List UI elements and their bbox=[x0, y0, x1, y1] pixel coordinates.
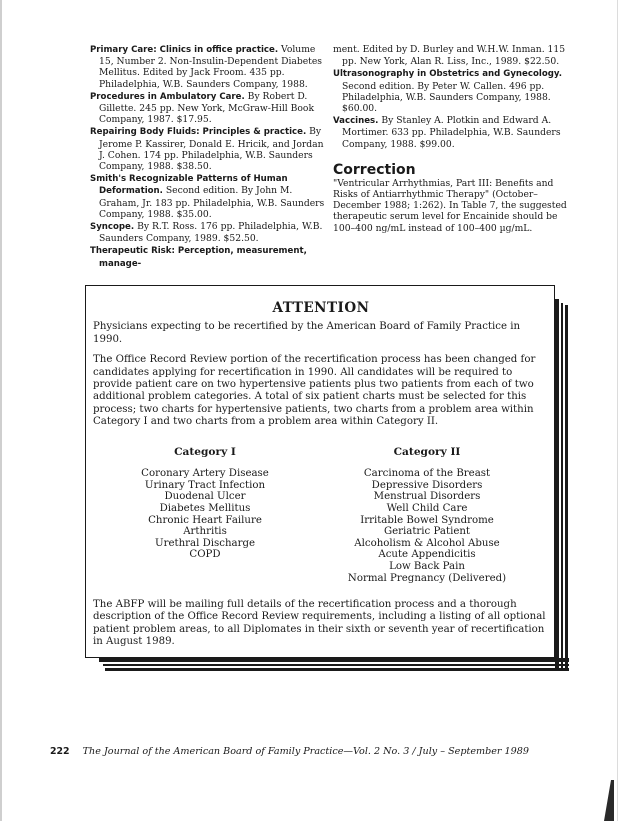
page-number: 222 bbox=[50, 746, 70, 757]
list-item: Low Back Pain bbox=[389, 561, 465, 572]
book-entry-continued bbox=[333, 44, 568, 67]
book-title: Procedures in Ambulatory Care. bbox=[90, 91, 245, 102]
list-item: Chronic Heart Failure bbox=[148, 514, 262, 526]
book-details: Volume 15, Number 2. Non-Insulin-Dependent Diabetes Mellitus. Edited by Jack Froom. 435 pp. Philadelphia, W.B. Saunders Company, 1988. bbox=[99, 44, 323, 90]
list-item: COPD bbox=[189, 549, 221, 561]
list-item: Alcoholism & Alcohol Abuse bbox=[354, 537, 500, 549]
book-details: Second edition. By John M. Graham, Jr. 183 pp. Philadelphia, W.B. Saunders Company, 1988. $35.00. bbox=[99, 185, 325, 220]
list-item: Urinary Tract Infection bbox=[144, 479, 266, 491]
box-shadow-bar-bottom bbox=[103, 664, 569, 666]
journal-citation: The Journal of the American Board of Family Practice—Vol. 2 No. 3 / July – September 1989 bbox=[82, 746, 529, 757]
book-entry bbox=[90, 221, 328, 244]
book-entry bbox=[333, 68, 568, 114]
book-entry bbox=[90, 173, 328, 220]
list-item: Urethral Discharge bbox=[155, 537, 255, 549]
box-shadow-bar-bottom bbox=[99, 658, 569, 662]
book-details: ment. Edited by D. Burley and W.H.W. Inman. 115 pp. New York, Alan R. Liss, Inc., 1989. $22.50. bbox=[333, 44, 566, 68]
list-item: Diabetes Mellitus bbox=[159, 503, 251, 515]
box-shadow-bar-right bbox=[555, 299, 559, 671]
box-shadow-bar-bottom bbox=[105, 668, 569, 671]
books-received-right-column bbox=[333, 44, 568, 234]
attention-box-inner bbox=[85, 285, 555, 658]
book-details: By Jerome P. Kassirer, Donald E. Hricik, and Jordan J. Cohen. 174 pp. Philadelphia, W.B. Saunders Company, 1988. $38.50. bbox=[99, 126, 324, 173]
attention-final-paragraph: The ABFP will be mailing full details of the recertification process and a thorough description of the Office Record Review requirements, including a listing of all optional patient problem areas, to all Diplomates in their sixth or seventh year of recertification in August 1989. bbox=[93, 599, 546, 648]
attention-title: ATTENTION bbox=[272, 300, 370, 316]
categories bbox=[93, 447, 549, 599]
attention-notice-box bbox=[85, 285, 569, 671]
attention-paragraph: The Office Record Review portion of the recertification process has been changed for candidates applying for recertification in 1990. All candidates will be required to provide patient care on two hypertensive patients plus two patients from each of two additional problem categories. A total of six patient charts must be selected for this process; two charts for hypertensive patients, two charts from a problem area within Category I and two charts from a problem area within Category II. bbox=[93, 354, 536, 428]
list-item: Irritable Bowel Syndrome bbox=[360, 514, 494, 526]
book-details: By R.T. Ross. 176 pp. Philadelphia, W.B. Saunders Company, 1989. $52.50. bbox=[99, 221, 323, 245]
list-item: Well Child Care bbox=[386, 503, 468, 515]
attention-content bbox=[93, 294, 549, 599]
book-title: Vaccines. bbox=[333, 116, 379, 127]
category-1-heading: Category I bbox=[174, 445, 236, 458]
scan-edge-right bbox=[617, 0, 618, 821]
book-entry bbox=[90, 126, 328, 172]
book-details: By Stanley A. Plotkin and Edward A. Mortimer. 633 pp. Philadelphia, W.B. Saunders Company, 1988. $99.00. bbox=[342, 115, 561, 150]
books-received-left-column bbox=[90, 44, 328, 271]
category-1 bbox=[105, 447, 305, 561]
book-title: Smith's Recognizable Patterns of Human Deformation. bbox=[90, 174, 288, 197]
book-entry bbox=[90, 44, 328, 90]
book-title: Primary Care: Clinics in office practice. bbox=[90, 45, 279, 55]
page-footer bbox=[50, 746, 570, 757]
correction-text: "Ventricular Arrhythmias, Part III: Benefits and Risks of Antiarrhythmic Therapy" (October–December 1988; 1:262). In Table 7, the suggested therapeutic serum level for Encainide should be 100–400 ng/mL instead of 100–400 µg/mL. bbox=[333, 177, 567, 234]
book-title: Syncope. bbox=[90, 222, 135, 233]
book-details: Second edition. By Peter W. Callen. 496 pp. Philadelphia, W.B. Saunders Company, 1988. $60.00. bbox=[342, 80, 551, 115]
book-entry bbox=[333, 115, 568, 150]
category-1-list bbox=[105, 468, 305, 561]
box-shadow-bar-right bbox=[565, 305, 568, 671]
book-title: Ultrasonography in Obstetrics and Gynecology. bbox=[333, 69, 562, 80]
list-item: Duodenal Ulcer bbox=[164, 491, 246, 503]
scan-corner-mark bbox=[604, 780, 614, 821]
list-item: Acute Appendicitis bbox=[378, 549, 476, 561]
list-item: Coronary Artery Disease bbox=[141, 468, 269, 480]
list-item: Menstrual Disorders bbox=[373, 491, 481, 503]
list-item: Carcinoma of the Breast bbox=[363, 468, 491, 480]
category-2 bbox=[327, 447, 527, 585]
list-item: Depressive Disorders bbox=[371, 479, 483, 491]
category-2-heading: Category II bbox=[393, 445, 461, 458]
book-details: By Robert D. Gillette. 245 pp. New York, McGraw-Hill Book Company, 1987. $17.95. bbox=[99, 90, 315, 126]
box-shadow-bar-right bbox=[561, 303, 563, 671]
book-title: Repairing Body Fluids: Principles & practice. bbox=[90, 127, 307, 138]
list-item: Normal Pregnancy (Delivered) bbox=[347, 572, 507, 584]
book-entry bbox=[90, 91, 328, 126]
list-item: Arthritis bbox=[183, 526, 227, 538]
attention-intro: Physicians expecting to be recertified by the American Board of Family Practice in 1990. bbox=[93, 321, 521, 345]
scan-edge-left bbox=[0, 0, 2, 821]
category-2-list bbox=[327, 468, 527, 584]
correction-heading: Correction bbox=[333, 161, 416, 178]
book-title: Therapeutic Risk: Perception, measurement, manage- bbox=[90, 246, 307, 269]
list-item: Geriatric Patient bbox=[383, 526, 471, 538]
book-entry bbox=[90, 245, 328, 269]
